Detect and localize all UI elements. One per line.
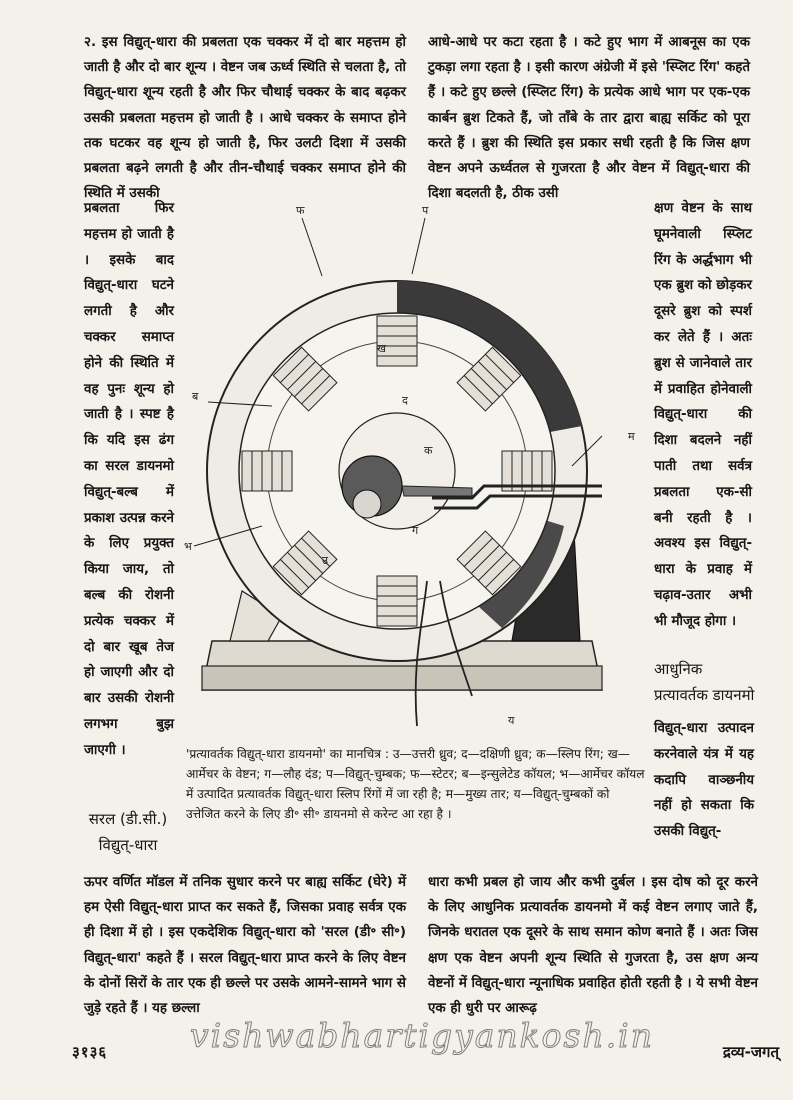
label-m: म (628, 430, 635, 443)
top-left-paragraph: २. इस विद्युत्-धारा की प्रबलता एक चक्कर में दो बार महत्तम हो जाती है और दो बार शून्य । वेष्टन जब ऊर्ध्व स्थिति से चलता है, तो विद्युत्-धारा शून्य रहती है और फिर चौथाई चक्कर के बाद बढ़कर उसकी प्रबलता महत्तम हो जाती है । आधे चक्कर के समाप्त होने तक घटकर वह शून्य हो जाती है, फिर उलटी दिशा में उसकी प्रबलता बढ़ने लगती है और तीन-चौथाई चक्कर समाप्त होने की स्थिति में उसकी (84, 35, 406, 202)
bottom-right-paragraph: धारा कभी प्रबल हो जाय और कभी दुर्बल । इस दोष को दूर करने के लिए आधुनिक प्रत्यावर्तक डायनमो में कई वेष्टन लगाए जाते हैं, जिनके धरातल एक दूसरे के साथ समान कोण बनाते हैं । अतः जिस क्षण एक वेष्टन अपनी शून्य स्थिति से गुजरता है, उस क्षण अन्य वेष्टनों में विद्युत्-धारा न्यूनाधिक प्रवाहित होती रहती है । ये सभी वेष्टन एक ही धुरी पर आरूढ़ (428, 875, 758, 1017)
page-number: ३१३६ (72, 1043, 108, 1061)
watermark: vishwabhartigyankosh.in (190, 1016, 654, 1055)
label-bh: भ (184, 540, 192, 553)
label-k: क (424, 444, 433, 457)
ac-dynamo-diagram (172, 196, 642, 728)
left-subheading: सरल (डी.सी.) विद्युत्-धारा (88, 810, 168, 854)
label-d: द (402, 394, 408, 407)
label-g: ग (412, 524, 419, 537)
right-narrow-paragraph-2: विद्युत्-धारा उत्पादन करनेवाले यंत्र में यह कदापि वाञ्छनीय नहीं हो सकता कि उसकी विद्युत्- (654, 721, 754, 840)
figure-caption: 'प्रत्यावर्तक विद्युत्-धारा डायनमो' का मानचित्र : उ—उत्तरी ध्रुव; द—दक्षिणी ध्रुव; क—स्लिप रिंग; ख—आर्मेचर के वेष्टन; ग—लौह दंड; प—विद्युत्-चुम्बक; फ—स्टेटर; ब—इन्सुलेटेड कॉयल; भ—आर्मेचर कॉयल में उत्पादित प्रत्यावर्तक विद्युत्-धारा स्लिप रिंगों में जा रही है; म—मुख्य तार; य—विद्युत्-चुम्बकों को उत्तेजित करने के लिए डी॰ सी॰ डायनमो से करेन्ट आ रहा है । (186, 747, 645, 821)
label-b: ब (192, 390, 199, 403)
running-footer: द्रव्य-जगत् (722, 1043, 779, 1061)
top-right-paragraph: आधे-आधे पर कटा रहता है । कटे हुए भाग में आबनूस का एक टुकड़ा लगा रहता है । इसी कारण अंग्रेजी में इसे 'स्प्लिट रिंग' कहते हैं । कटे हुए छल्ले (स्प्लिट रिंग) के प्रत्येक आधे भाग पर एक-एक कार्बन ब्रुश टिकते हैं, जो ताँबे के तार द्वारा बाह्य सर्किट को पूरा करते हैं । ब्रुश की स्थिति इस प्रकार सधी रहती है कि जिस क्षण वेष्टन अपने ऊर्ध्वतल से गुजरता है और वेष्टन में विद्युत्-धारा की दिशा बदलती है, ठीक उसी (428, 35, 750, 202)
left-narrow-paragraph: प्रबलता फिर महत्तम हो जाती है । इसके बाद विद्युत्-धारा घटने लगती है और चक्कर समाप्त होने की स्थिति में वह पुनः शून्य हो जाती है । स्पष्ट है कि यदि इस ढंग का सरल डायनमो विद्युत्-बल्ब में प्रकाश उत्पन्न करने के लिए प्रयुक्त किया जाय, तो बल्ब की रोशनी प्रत्येक चक्कर में दो बार खूब तेज हो जाएगी और दो बार उसकी रोशनी लगभग बुझ जाएगी । (84, 201, 174, 758)
label-y: य (508, 714, 515, 727)
right-subheading: आधुनिक प्रत्यावर्तक डायनमो (654, 660, 755, 704)
label-u: उ (322, 554, 329, 567)
label-f: फ (296, 204, 305, 217)
dynamo-drawing (172, 196, 642, 728)
bottom-left-paragraph: ऊपर वर्णित मॉडल में तनिक सुधार करने पर बाह्य सर्किट (घेरे) में हम ऐसी विद्युत्-धारा प्राप्त कर सकते हैं, जिसका प्रवाह सर्वत्र एक ही दिशा में हो । इस एकदेशिक विद्युत्-धारा को 'सरल (डी॰ सी॰) विद्युत्-धारा' कहते हैं । सरल विद्युत्-धारा प्राप्त करने के लिए वेष्टन के दोनों सिरों के तार एक ही छल्ले पर उसके आमने-सामने भाग से जुड़े रहते हैं । यह छल्ला (84, 875, 406, 1017)
right-narrow-paragraph: क्षण वेष्टन के साथ घूमनेवाली स्प्लिट रिंग के अर्द्धभाग भी एक ब्रुश को छोड़कर दूसरे ब्रुश को स्पर्श कर लेते हैं । अतः ब्रुश से जानेवाले तार में प्रवाहित होनेवाली विद्युत्-धारा की दिशा बदलने नहीं पाती तथा सर्वत्र प्रबलता एक-सी बनी रहती है । अवश्य इस विद्युत्-धारा के प्रवाह में चढ़ाव-उतार अभी भी मौजूद होगा । (654, 201, 752, 629)
label-kh: ख (377, 342, 386, 355)
label-p: प (422, 204, 429, 217)
